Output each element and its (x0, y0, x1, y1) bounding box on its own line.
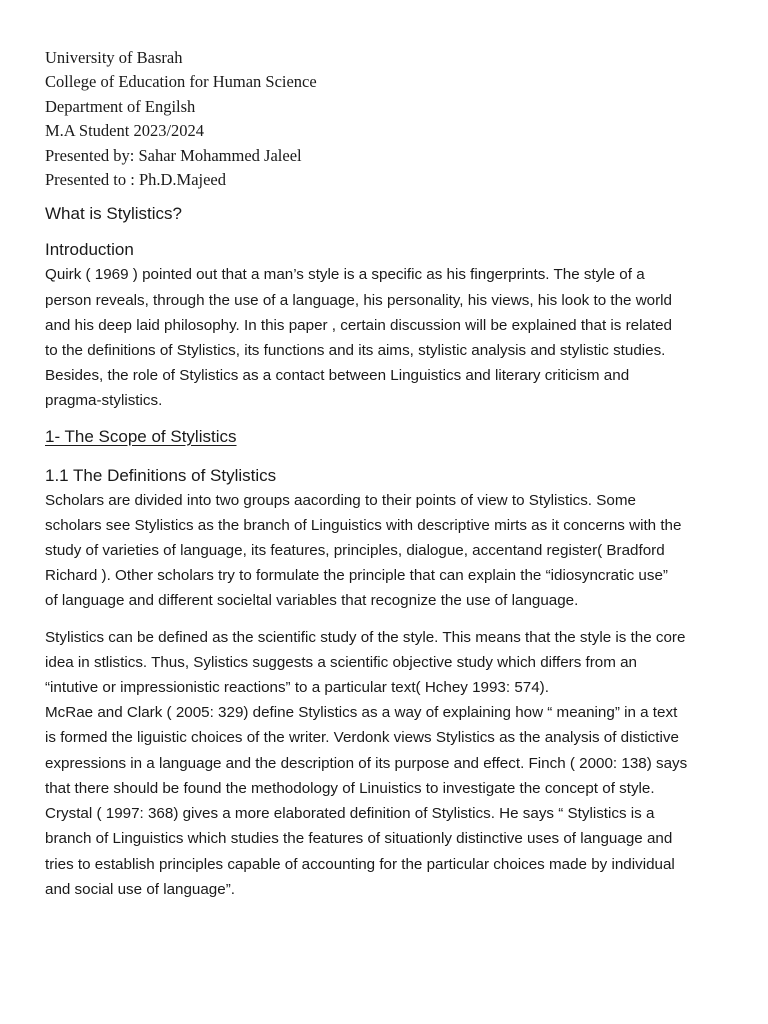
text-line: Stylistics can be defined as the scientific study of the style. This means that the style is the core (45, 628, 686, 646)
text-line: and social use of language”. (45, 880, 235, 898)
text-line: and his deep laid philosophy. In this paper , certain discussion will be explained that is related (45, 316, 673, 334)
college-name: College of Education for Human Science (45, 72, 317, 92)
text-line: to the definitions of Stylistics, its functions and its aims, stylistic analysis and stylistic studies. (45, 342, 666, 360)
presented-by: Presented by: Sahar Mohammed Jaleel (45, 145, 302, 165)
text-line: branch of Linguistics which studies the features of situationly distinctive uses of language and (45, 830, 673, 848)
text-line: expressions in a language and the description of its purpose and effect. Finch ( 2000: 138) says (45, 754, 688, 772)
introduction-paragraph (45, 262, 728, 413)
text-line: tries to establish principles capable of accounting for the particular choices made by individual (45, 855, 675, 873)
document-header (45, 46, 728, 192)
text-line: idea in stlistics. Thus, Sylistics suggests a scientific objective study which differs from an (45, 653, 637, 671)
student-info: M.A Student 2023/2024 (45, 121, 205, 141)
text-line: pragma-stylistics. (45, 392, 163, 410)
text-line: is formed the liguistic choices of the writer. Verdonk views Stylistics as the analysis of distictive (45, 729, 679, 747)
document-title: What is Stylistics? (45, 204, 182, 224)
text-line: that there should be found the methodology of Linuistics to investigate the concept of style. (45, 779, 655, 797)
presented-to: Presented to : Ph.D.Majeed (45, 170, 227, 190)
definitions-paragraph-2 (45, 625, 728, 902)
text-line: Besides, the role of Stylistics as a contact between Linguistics and literary criticism and (45, 367, 630, 385)
definitions-paragraph-1 (45, 488, 728, 614)
text-line: Richard ). Other scholars try to formulate the principle that can explain the “idiosyncratic use” (45, 567, 668, 585)
section-1-heading: 1- The Scope of Stylistics (45, 426, 237, 446)
university-name: University of Basrah (45, 48, 183, 67)
text-line: Quirk ( 1969 ) pointed out that a man’s style is a specific as his fingerprints. The style of a (45, 266, 645, 284)
text-line: Crystal ( 1997: 368) gives a more elaborated definition of Stylistics. He says “ Stylistics is a (45, 805, 655, 823)
text-line: Scholars are divided into two groups aacording to their points of view to Stylistics. Some (45, 491, 636, 509)
text-line: “intutive or impressionistic reactions” to a particular text( Hchey 1993: 574). (45, 679, 549, 697)
text-line: scholars see Stylistics as the branch of Linguistics with descriptive mirts as it concerns with the (45, 516, 682, 534)
subsection-1-1-heading: 1.1 The Definitions of Stylistics (45, 465, 277, 485)
text-line: McRae and Clark ( 2005: 329) define Stylistics as a way of explaining how “ meaning” in a text (45, 704, 678, 722)
text-line: person reveals, through the use of a language, his personality, his views, his look to the world (45, 291, 672, 309)
text-line: study of varieties of language, its features, principles, dialogue, accentand register( Bradford (45, 542, 665, 560)
introduction-heading: Introduction (45, 240, 134, 260)
text-line: of language and different socieltal variables that recognize the use of language. (45, 592, 579, 610)
department-name: Department of Engilsh (45, 96, 196, 116)
